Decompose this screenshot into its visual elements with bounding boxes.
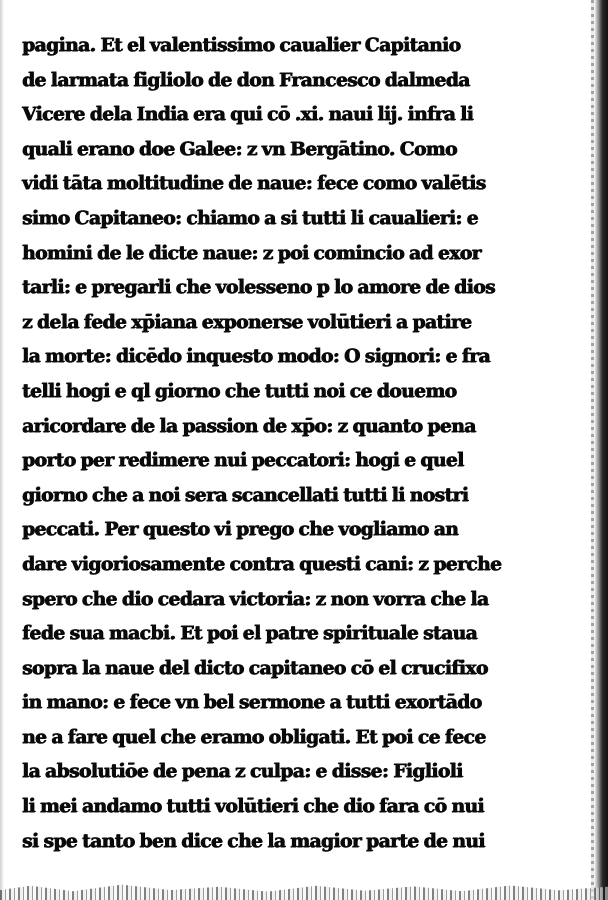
text-line-20: in mano: e fece vn bel sermone a tutti exortādo	[22, 691, 482, 714]
text-line-9: z dela fede xp̄iana exponerse volūtieri a patire	[22, 310, 472, 333]
text-line-23: li mei andamo tutti volūtieri che dio fara cō nui	[22, 795, 484, 818]
text-line-3: Vicere dela India era qui cō .xi. naui lij. infra li	[22, 103, 474, 126]
text-line-16: dare vigoriosamente contra questi cani: z perche	[22, 552, 502, 575]
text-line-12: aricordare de la passion de xp̄o: z quanto pena	[22, 414, 476, 437]
text-line-14: giorno che a noi sera scancellati tutti li nostri	[22, 483, 469, 506]
text-line-21: ne a fare quel che eramo obligati. Et poi ce fece	[22, 725, 486, 748]
text-line-19: sopra la naue del dicto capitaneo cō el crucifixo	[22, 656, 488, 679]
text-line-6: simo Capitaneo: chiamo a si tutti li caualieri: e	[22, 206, 478, 229]
text-line-1: pagina. Et el valentissimo caualier Capitanio	[22, 34, 461, 56]
scan-left-edge	[0, 0, 4, 900]
text-line-24: si spe tanto ben dice che la magior parte de nui	[22, 829, 485, 852]
text-line-18: fede sua macbi. Et poi el patre spirituale staua	[22, 622, 478, 645]
text-line-5: vidi tāta moltitudine de naue: fece como valētis	[22, 172, 486, 195]
text-line-13: porto per redimere nui peccatori: hogi e quel	[22, 449, 464, 472]
text-line-22: la absolutiōe de pena z culpa: e disse: Figlioli	[22, 760, 463, 783]
text-line-15: peccati. Per questo vi prego che vogliamo an	[22, 518, 459, 541]
text-line-11: telli hogi e ql giorno che tutti noi ce douemo	[22, 379, 457, 402]
text-line-4: quali erano doe Galee: z vn Bergātino. Como	[22, 137, 457, 160]
scan-right-edge	[594, 0, 608, 900]
text-block	[22, 28, 522, 858]
text-line-17: spero che dio cedara victoria: z non vorra che la	[22, 587, 489, 610]
scan-bottom-edge	[0, 878, 608, 900]
text-line-2: de larmata figliolo de don Francesco dalmeda	[22, 68, 470, 91]
text-line-10: la morte: dicēdo inquesto modo: O signori: e fra	[22, 345, 490, 368]
text-line-7: homini de le dicte naue: z poi comincio ad exor	[22, 241, 481, 264]
text-line-8: tarli: e pregarli che volesseno p lo amore de dios	[22, 276, 495, 299]
